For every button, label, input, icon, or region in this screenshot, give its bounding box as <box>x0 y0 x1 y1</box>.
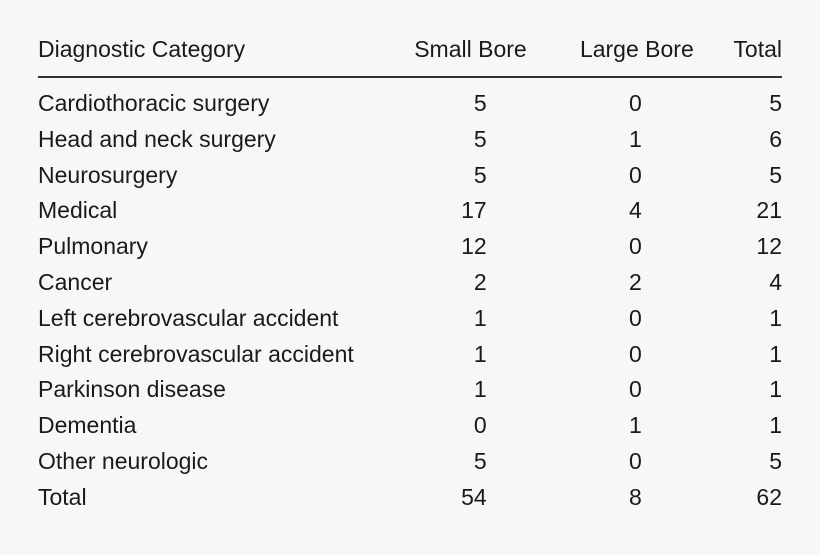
large-bore-cell: 0 <box>628 376 642 403</box>
table-row <box>38 77 782 122</box>
header-total: Total <box>694 28 782 77</box>
table-row <box>38 122 782 158</box>
small-bore-cell: 1 <box>473 376 487 403</box>
large-bore-cell: 8 <box>628 483 642 510</box>
large-bore-cell: 0 <box>628 161 642 188</box>
small-bore-cell: 0 <box>473 412 487 439</box>
total-cell: 4 <box>769 268 782 295</box>
large-bore-cell: 4 <box>628 197 642 224</box>
large-bore-cell: 0 <box>628 447 642 474</box>
header-diagnostic-category: Diagnostic Category <box>38 28 381 77</box>
large-bore-cell: 0 <box>628 233 642 260</box>
large-bore-cell: 0 <box>628 340 642 367</box>
total-cell: 5 <box>769 90 782 116</box>
category-cell: Left cerebrovascular accident <box>38 304 339 331</box>
table-row <box>38 229 782 265</box>
table-row <box>38 158 782 194</box>
small-bore-cell: 1 <box>473 304 487 331</box>
category-cell: Neurosurgery <box>38 161 178 188</box>
small-bore-cell: 2 <box>473 268 487 295</box>
small-bore-cell: 5 <box>473 90 487 116</box>
category-cell: Pulmonary <box>38 233 148 260</box>
category-cell: Head and neck surgery <box>38 125 276 152</box>
category-cell: Other neurologic <box>38 447 209 474</box>
table-row <box>38 408 782 444</box>
total-cell: 1 <box>769 376 782 403</box>
category-cell: Medical <box>38 197 118 224</box>
header-large-bore: Large Bore <box>527 28 694 77</box>
diagnostic-category-table <box>38 28 782 516</box>
table-row <box>38 480 782 516</box>
category-cell: Parkinson disease <box>38 376 226 403</box>
total-cell: 62 <box>756 483 782 510</box>
small-bore-cell: 17 <box>461 197 487 224</box>
small-bore-cell: 5 <box>473 161 487 188</box>
table-row <box>38 337 782 373</box>
header-small-bore: Small Bore <box>381 28 526 77</box>
small-bore-cell: 12 <box>461 233 487 260</box>
large-bore-cell: 2 <box>628 268 642 295</box>
header-row <box>38 28 782 77</box>
category-cell: Total <box>38 483 87 510</box>
total-cell: 12 <box>756 233 782 260</box>
large-bore-cell: 0 <box>628 304 642 331</box>
small-bore-cell: 54 <box>461 483 487 510</box>
large-bore-cell: 1 <box>628 412 642 439</box>
total-cell: 21 <box>756 197 782 224</box>
table-row <box>38 372 782 408</box>
large-bore-cell: 1 <box>628 125 642 152</box>
category-cell: Cancer <box>38 268 113 295</box>
category-cell: Cardiothoracic surgery <box>38 90 270 116</box>
small-bore-cell: 5 <box>473 125 487 152</box>
table-row <box>38 193 782 229</box>
category-cell: Right cerebrovascular accident <box>38 340 354 367</box>
table-body <box>38 77 782 516</box>
category-cell: Dementia <box>38 412 137 439</box>
total-cell: 6 <box>769 125 782 152</box>
table-row <box>38 444 782 480</box>
table-header <box>38 28 782 77</box>
total-cell: 1 <box>769 412 782 439</box>
total-cell: 5 <box>769 161 782 188</box>
large-bore-cell: 0 <box>628 90 642 116</box>
table-row <box>38 301 782 337</box>
total-cell: 5 <box>769 447 782 474</box>
small-bore-cell: 1 <box>473 340 487 367</box>
total-cell: 1 <box>769 304 782 331</box>
small-bore-cell: 5 <box>473 447 487 474</box>
table-row <box>38 265 782 301</box>
total-cell: 1 <box>769 340 782 367</box>
